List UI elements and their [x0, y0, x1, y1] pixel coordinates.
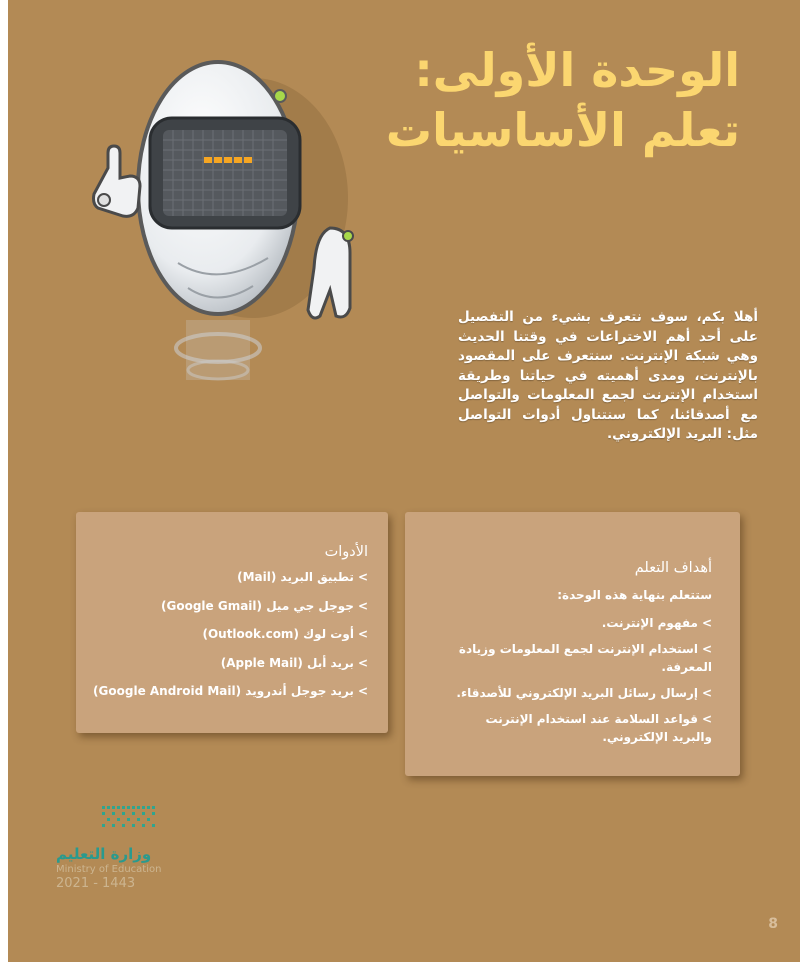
page [8, 0, 800, 962]
list-item: >مفهوم الإنترنت. [601, 616, 712, 630]
list-item: >إرسال رسائل البريد الإلكتروني للأصدقاء. [456, 686, 712, 700]
goals-intro: ستتعلم بنهاية هذه الوحدة: [557, 588, 712, 602]
goals-list [442, 614, 712, 754]
tools-list [83, 570, 368, 713]
bullet-marker: > [357, 627, 368, 641]
unit-title-line1: الوحدة الأولى: [414, 43, 740, 97]
ministry-name-english: Ministry of Education [56, 864, 162, 875]
list-item: >قواعد السلامة عند استخدام الإنترنت والبريد الإلكتروني. [485, 712, 712, 744]
bullet-marker: > [357, 684, 368, 698]
unit-title-line2: تعلم الأساسيات [385, 103, 740, 157]
list-item: >استخدام الإنترنت لجمع المعلومات وزيادة المعرفة. [458, 642, 712, 674]
bullet-marker: > [357, 655, 368, 670]
bullet-marker: > [357, 570, 368, 584]
ministry-year: 2021 - 1443 [56, 876, 136, 891]
goals-heading: أهداف التعلم [634, 560, 712, 576]
bullet-marker: > [701, 616, 712, 630]
tools-heading: الأدوات [324, 544, 368, 560]
ministry-name-arabic: وزارة التعليم [56, 845, 152, 863]
bullet-marker: > [701, 642, 712, 656]
tools-card [76, 512, 388, 733]
bullet-marker: > [701, 686, 712, 700]
ministry-logo [56, 800, 206, 895]
list-item: >بريد أبل (Apple Mail) [220, 655, 368, 670]
list-item: >بريد جوجل أندرويد (Google Android Mail) [93, 684, 368, 698]
bullet-marker: > [357, 598, 368, 613]
learning-goals-card [405, 512, 740, 776]
unit-title [320, 40, 740, 160]
intro-paragraph: أهلا بكم، سوف نتعرف بشيء من التفصيل على أحد أهم الاختراعات في وقتنا الحديث وهي شبكة الإنترنت. سنتعرف على المقصود بالإنترنت، ومدى أهميته في حياتنا وطريقة استخدام الإنترنت لجمع المعلومات والتواصل مع أصدقائنا، كما سنتناول أدوات التواصل مثل: البريد الإلكتروني. [458, 309, 758, 442]
list-item: >جوجل جي ميل (Google Gmail) [161, 598, 368, 613]
ministry-logo-icon [56, 800, 156, 834]
list-item: >أوت لوك (Outlook.com) [202, 627, 368, 641]
bullet-marker: > [701, 712, 712, 726]
list-item: >تطبيق البريد (Mail) [237, 570, 368, 584]
page-number: 8 [768, 916, 778, 932]
